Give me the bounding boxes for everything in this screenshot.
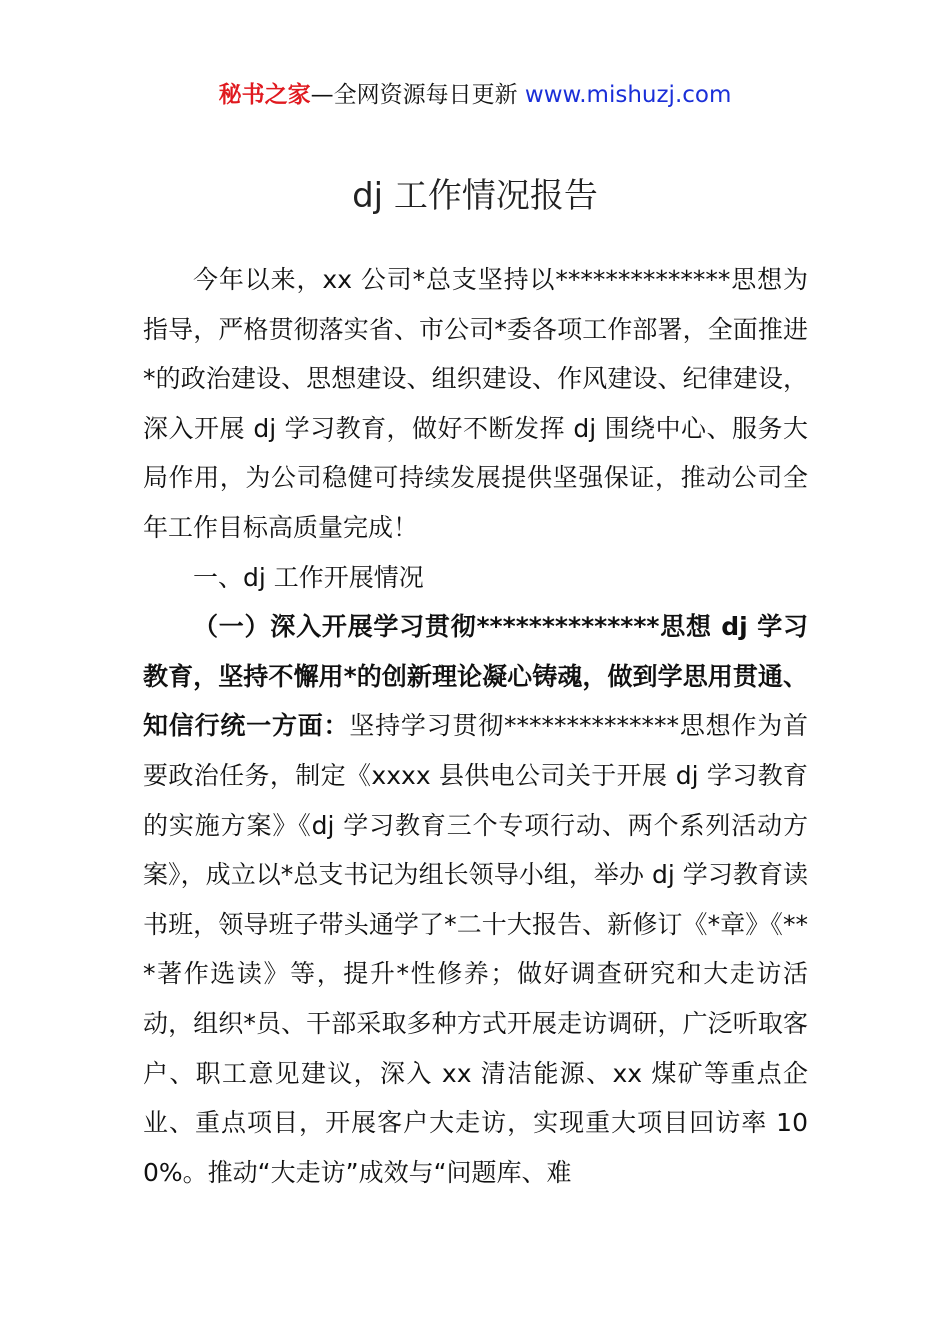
subsection-heading: （一）深入开展学习贯彻**************思想 dj 学习教育，坚持不懈用*的创新理论凝心铸魂，做到学思用贯通、知信行统一方面：: [143, 612, 808, 741]
subsection-text: 坚持学习贯彻**************思想作为首要政治任务，制定《xxxx 县供电公司关于开展 dj 学习教育的实施方案》《dj 学习教育三个专项行动、两个系列活动方案》，成立以*总支书记为组长领导小组，举办 dj 学习教育读书班，领导班子带头通学了*二十大报告、新修订《*章》《***著作选读》等，提升*性修养；做好调查研究和大走访活动，组织*员、干部采取多种方式开展走访调研，广泛听取客户、职工意见建议，深入 xx 清洁能源、xx 煤矿等重点企业、重点项目，开展客户大走访，实现重大项目回访率 100%。推动“大走访”成效与“问题库、难: [143, 711, 808, 1187]
section-heading: 一、dj 工作开展情况: [193, 562, 424, 592]
site-header: [0, 78, 950, 112]
site-tagline: —全网资源每日更新: [310, 82, 525, 108]
intro-paragraph: 今年以来，xx 公司*总支坚持以**************思想为指导，严格贯彻落实省、市公司*委各项工作部署，全面推进*的政治建设、思想建设、组织建设、作风建设、纪律建设，深入开展 dj 学习教育，做好不断发挥 dj 围绕中心、服务大局作用，为公司稳健可持续发展提供坚强保证，推动公司全年工作目标高质量完成！: [143, 265, 808, 542]
document-body: [143, 255, 808, 1197]
site-brand: 秘书之家: [218, 82, 311, 108]
document-title: dj 工作情况报告: [352, 176, 598, 216]
subsection-paragraph: [143, 602, 808, 1197]
site-url-link[interactable]: www.mishuzj.com: [524, 82, 732, 108]
